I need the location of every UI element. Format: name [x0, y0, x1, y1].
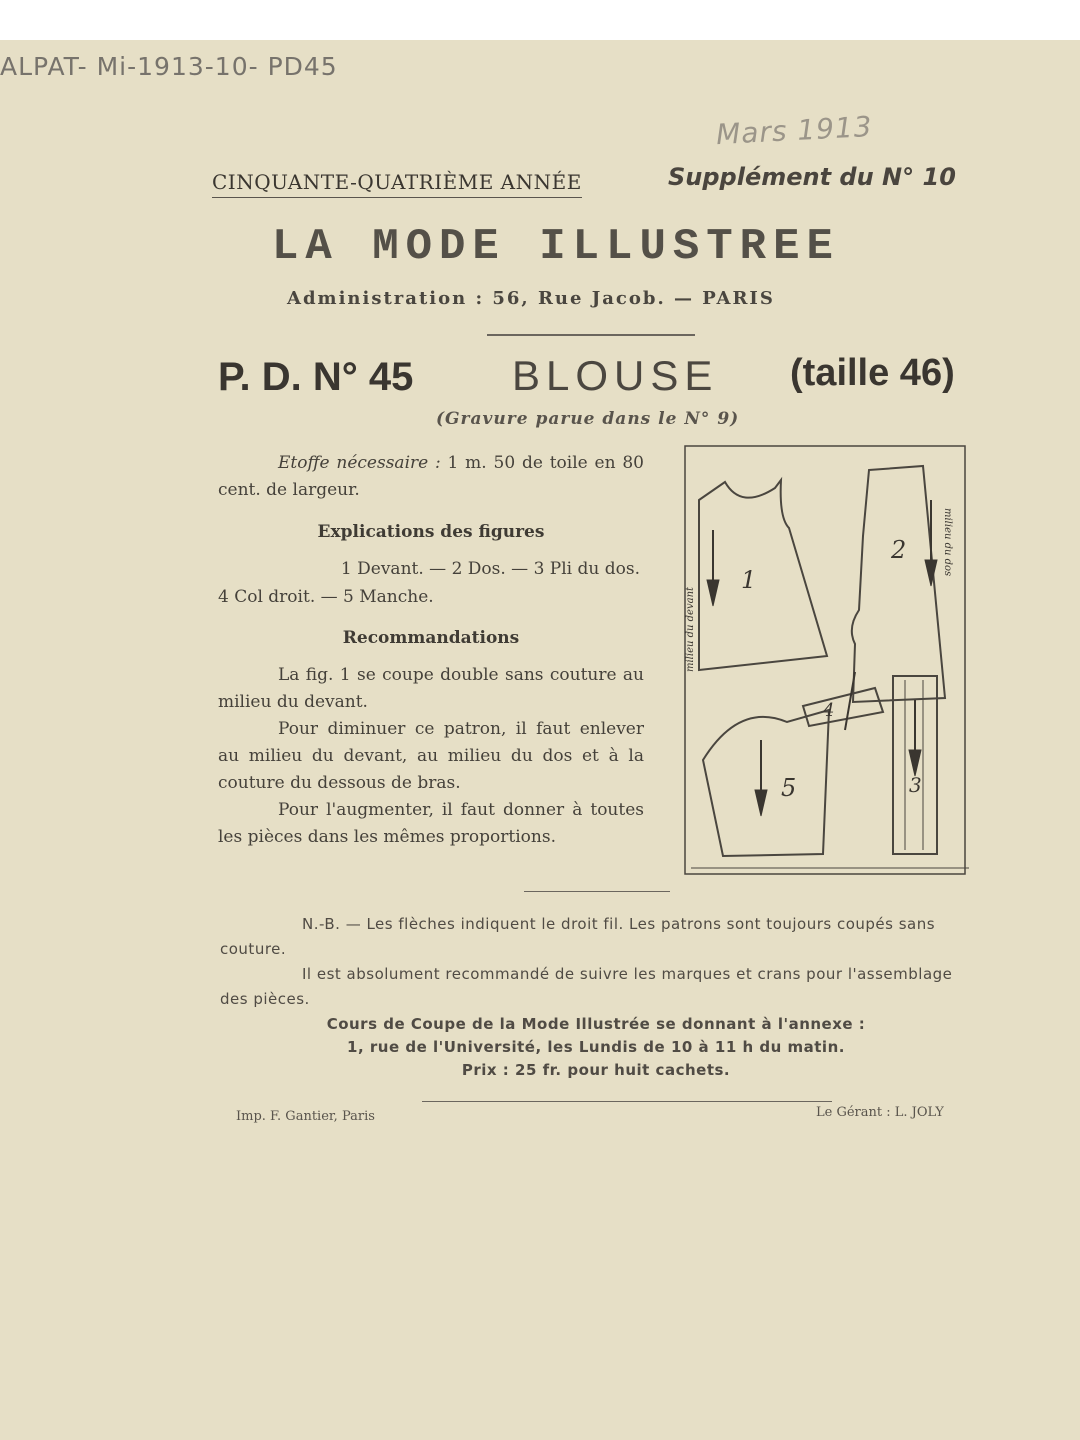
figure-label-3: 3 [909, 773, 922, 797]
supplement-number: Supplément du N° 10 [668, 163, 956, 191]
course-line-2: 1, rue de l'Université, les Lundis de 10 à 11 h du matin. [347, 1038, 845, 1056]
handwritten-date: Mars 1913 [715, 109, 874, 152]
fabric-text: 1 m. 50 de toile en 80 cent. de largeur. [218, 453, 644, 500]
figures-line-2: 4 Col droit. — 5 Manche. [218, 587, 434, 607]
milieu-dos-mark: milieu du dos [942, 508, 953, 577]
manager-credit: Le Gérant : L. JOLY [816, 1105, 944, 1120]
footer-rule [422, 1101, 832, 1102]
pattern-size: (taille 46) [790, 352, 955, 394]
archive-reference: ALPAT- Mi-1913-10- PD45 [0, 52, 338, 81]
figure-label-4: 4 [823, 700, 835, 721]
figures-heading: Explications des figures [317, 522, 545, 542]
notes-divider [524, 891, 670, 892]
assembly-note: Il est absolument recommandé de suivre les marques et crans pour l'assemblage des pièces. [220, 965, 953, 1008]
recommendation-p1: La fig. 1 se coupe double sans couture au milieu du devant. [218, 665, 644, 712]
pattern-name: BLOUSE [512, 352, 719, 399]
pattern-diagram [683, 440, 973, 880]
figure-label-1: 1 [741, 566, 757, 594]
administration-address: Administration : 56, Rue Jacob. — PARIS [287, 288, 775, 309]
gravure-note: (Gravure parue dans le N° 9) [436, 409, 740, 429]
collar-piece [803, 688, 883, 726]
course-price: Prix : 25 fr. pour huit cachets. [461, 1061, 731, 1079]
recommendations-heading: Recommandations [342, 628, 520, 648]
arrowhead-front [707, 580, 719, 606]
sleeve-piece [703, 710, 829, 856]
nb-note: N.-B. — Les flèches indiquent le droit fil. Les patrons sont toujours coupés sans couture. [220, 915, 936, 958]
front-piece [699, 480, 827, 670]
printer-credit: Imp. F. Gantier, Paris [236, 1109, 375, 1124]
figure-label-2: 2 [891, 536, 907, 564]
recommendation-p2: Pour diminuer ce patron, il faut enlever au milieu du devant, au milieu du dos et à la couture du dessous de bras. [218, 719, 644, 793]
magazine-title: LA MODE ILLUSTREE [272, 222, 840, 272]
scan-top-margin [0, 0, 1080, 40]
year-line: CINQUANTE-QUATRIÈME ANNÉE [212, 170, 582, 198]
figure-label-5: 5 [781, 774, 797, 802]
pattern-number: P. D. N° 45 [218, 355, 414, 399]
arrowhead-back [925, 560, 937, 586]
figures-line-1: 1 Devant. — 2 Dos. — 3 Pli du dos. [340, 559, 640, 579]
fabric-requirement [218, 450, 644, 504]
arrowhead-sleeve [755, 790, 767, 816]
fabric-label: Etoffe nécessaire : [278, 453, 441, 473]
title-divider [487, 334, 695, 336]
course-line-1: Cours de Coupe de la Mode Illustrée se donnant à l'annexe : [326, 1015, 866, 1033]
recommendation-p3: Pour l'augmenter, il faut donner à toutes les pièces dans les mêmes proportions. [218, 800, 644, 847]
milieu-devant-mark: milieu du devant [685, 586, 696, 672]
